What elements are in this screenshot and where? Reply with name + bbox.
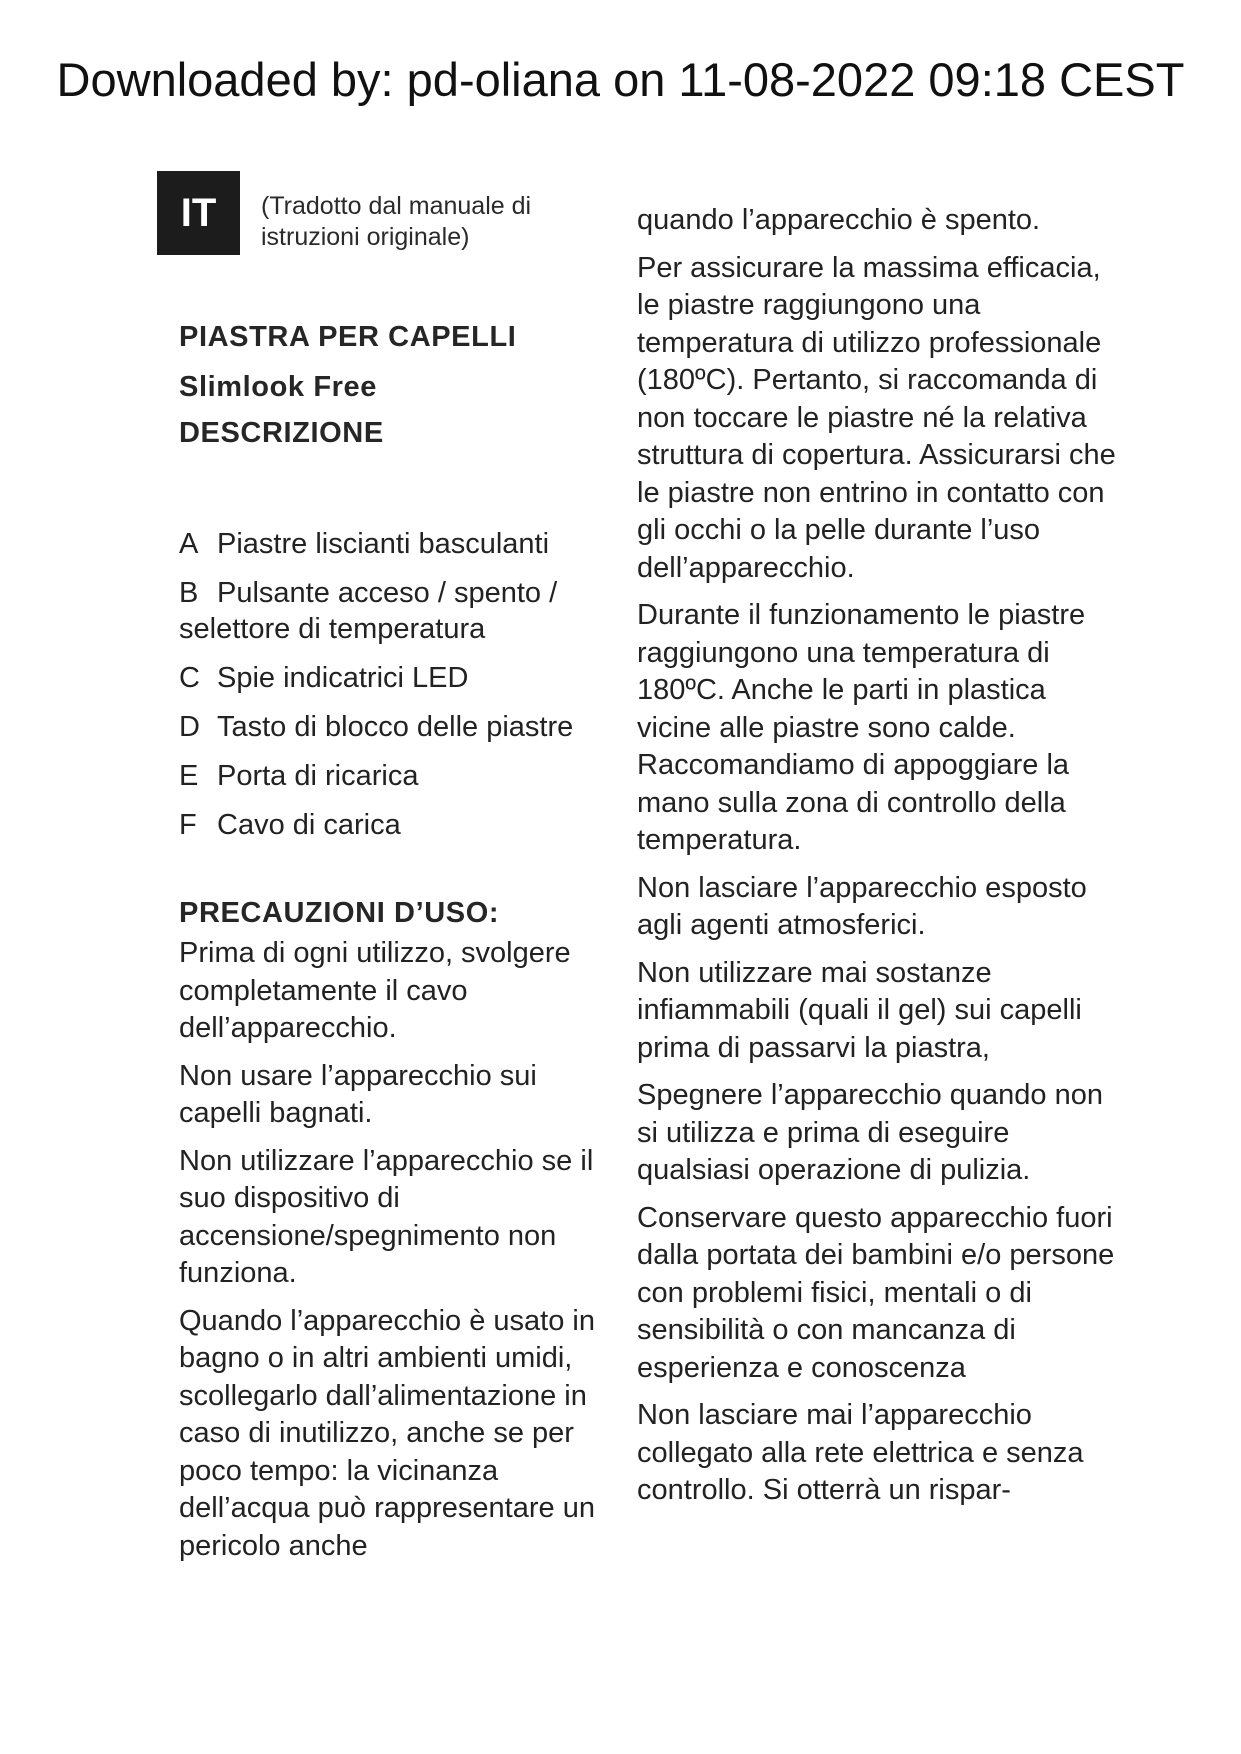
- precaution-paragraph: Non lasciare l’apparecchio esposto agli agenti atmosferici.: [637, 871, 1087, 941]
- component-label: Spie indicatrici LED: [217, 662, 469, 694]
- product-model: Slimlook Free: [179, 371, 377, 403]
- component-item: [179, 526, 619, 562]
- download-notice: Downloaded by: pd-oliana on 11-08-2022 09:18 CEST: [56, 53, 1185, 106]
- precaution-paragraph: Non utilizzare mai sostanze infiammabili (quali il gel) sui capelli prima di passarvi la piastra,: [637, 956, 1082, 1064]
- component-letter: E: [179, 760, 199, 792]
- component-letter: B: [179, 577, 199, 609]
- product-title: PIASTRA PER CAPELLI: [179, 321, 517, 353]
- component-item: [179, 807, 619, 843]
- component-item: [179, 575, 619, 647]
- component-item: [179, 660, 619, 696]
- component-letter: F: [179, 809, 197, 841]
- component-label: Piastre liscianti basculanti: [217, 528, 550, 560]
- precaution-paragraph: Conservare questo apparecchio fuori dalla portata dei bambini e/o persone con problemi fisici, mentali o di sensibilità o con mancanza di esperienza e conoscenza: [637, 1201, 1115, 1384]
- component-letter: C: [179, 662, 200, 694]
- precaution-paragraph: Non utilizzare l’apparecchio se il suo dispositivo di accensione/spegnimento non funziona.: [179, 1144, 594, 1289]
- precaution-paragraph: quando l’apparecchio è spento.: [637, 204, 1041, 236]
- precaution-paragraph: Per assicurare la massima efficacia, le piastre raggiungono una temperatura di utilizzo professionale (180ºC). Pertanto, si raccomanda di non toccare le piastre né la relativa struttura di copertura. Assicurarsi che le piastre non entrino in contatto con gli occhi o la pelle durante l’uso dell’apparecchio.: [637, 251, 1116, 584]
- precaution-paragraph: Durante il funzionamento le piastre raggiungono una temperatura di 180ºC. Anche le parti in plastica vicine alle piastre sono calde. Raccomandiamo di appoggiare la mano sulla zona di controllo della temperatura.: [637, 599, 1086, 856]
- left-column: [179, 320, 619, 1575]
- component-letter: D: [179, 711, 200, 743]
- precaution-paragraph: Quando l’apparecchio è usato in bagno o in altri ambienti umidi, scollegarlo dall’alimentazione in caso di inutilizzo, anche se per poco tempo: la vicinanza dell’acqua può rappresentare un pericolo anche: [179, 1304, 595, 1562]
- precautions-heading: PRECAUZIONI D’USO:: [179, 897, 500, 929]
- precaution-paragraph: Non usare l’apparecchio sui capelli bagnati.: [179, 1059, 537, 1129]
- component-label: Pulsante acceso / spento / selettore di temperatura: [179, 577, 558, 645]
- description-heading: DESCRIZIONE: [179, 417, 384, 449]
- right-column: [637, 202, 1127, 1520]
- component-label: Cavo di carica: [217, 809, 401, 841]
- translation-note: (Tradotto dal manuale di istruzioni originale): [261, 192, 532, 251]
- precaution-paragraph: Prima di ogni utilizzo, svolgere completamente il cavo dell’apparecchio.: [179, 937, 571, 1044]
- component-label: Tasto di blocco delle piastre: [217, 711, 574, 743]
- precaution-paragraph: Non lasciare mai l’apparecchio collegato alla rete elettrica e senza controllo. Si otterrà un rispar-: [637, 1399, 1084, 1506]
- component-list: [179, 526, 619, 843]
- precaution-paragraph: Spegnere l’apparecchio quando non si utilizza e prima di eseguire qualsiasi operazione di pulizia.: [637, 1079, 1103, 1186]
- component-item: [179, 758, 619, 794]
- component-item: [179, 709, 619, 745]
- component-label: Porta di ricarica: [217, 760, 419, 792]
- language-badge: IT: [157, 171, 240, 255]
- component-letter: A: [179, 528, 199, 560]
